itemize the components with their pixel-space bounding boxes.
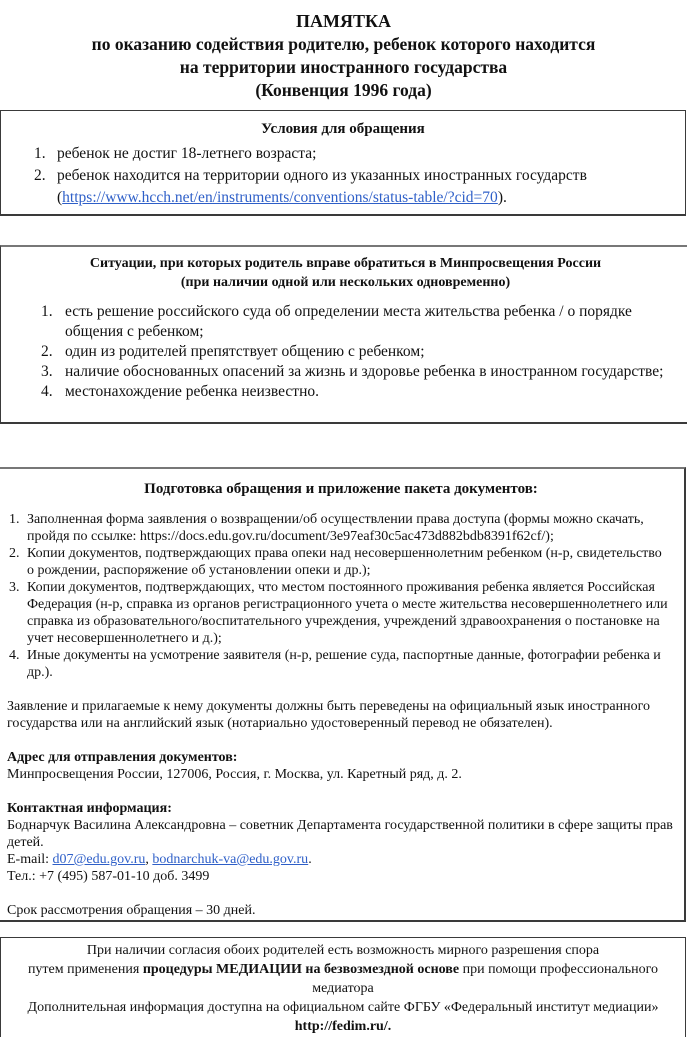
email-link-bodnarchuk[interactable]: bodnarchuk-va@edu.gov.ru xyxy=(152,852,309,867)
address-text: Минпросвещения России, 127006, Россия, г. Москва, ул. Каретный ряд, д. 2. xyxy=(7,767,462,782)
conditions-heading: Условия для обращения xyxy=(261,121,425,137)
title-main: ПАМЯТКА xyxy=(295,11,392,31)
title-subtitle-line1: по оказанию содействия родителю, ребенок которого находится xyxy=(91,34,596,54)
situations-heading xyxy=(1,254,687,292)
title-subtitle-line2: на территории иностранного государства xyxy=(179,57,508,77)
situations-heading-line2: (при наличии одной или нескольких одновременно) xyxy=(180,275,511,290)
list-number: 1. xyxy=(41,303,53,320)
list-text: Иные документы на усмотрение заявителя (н-р, решение суда, паспортные данные, фотографии ребенка и др.). xyxy=(27,648,661,680)
list-item xyxy=(1,165,685,209)
mediation-emphasis: процедуры МЕДИАЦИИ на безвозмездной основе xyxy=(142,962,460,977)
translation-note: Заявление и прилагаемые к нему документы должны быть переведены на официальный язык иностранного государства или на английский язык (нотариально удостоверенный перевод не обязателен). xyxy=(7,699,651,731)
preparation-box xyxy=(0,467,686,922)
list-text: Копии документов, подтверждающих, что местом постоянного проживания ребенка является Российская Федерация (н-р, справка из органов регистрационного учета о месте жительства несовершеннолетнего или справка из образовательного/воспитательного учреждения, учреждений здравоохранения о постановке на учет несовершеннолетнего и д.); xyxy=(27,580,668,646)
list-text: ребенок находится на территории одного из указанных иностранных государств xyxy=(57,167,587,184)
list-text: местонахождение ребенка неизвестно. xyxy=(65,383,319,400)
list-number: 3. xyxy=(41,363,53,380)
list-item xyxy=(1,342,687,362)
link-suffix: ). xyxy=(497,189,507,206)
email-label: E-mail: xyxy=(7,852,53,867)
fedim-url[interactable]: http://fedim.ru/. xyxy=(294,1019,392,1034)
mediation-line2-suffix: при помощи профессионального медиатора xyxy=(312,962,659,996)
preparation-list xyxy=(0,511,684,681)
email-end: . xyxy=(308,852,312,867)
list-text: Копии документов, подтверждающих права опеки над несовершеннолетним ребенком (н-р, свидетельство о рождении, распоряжение об установлении опеки и др.); xyxy=(27,546,662,578)
list-item xyxy=(1,143,685,165)
email-link-d07[interactable]: d07@edu.gov.ru xyxy=(52,852,146,867)
list-item xyxy=(0,511,684,545)
title-convention: (Конвенция 1996 года) xyxy=(255,80,432,100)
contact-label: Контактная информация: xyxy=(7,801,172,816)
list-number: 2. xyxy=(9,546,20,561)
conditions-box xyxy=(0,110,686,216)
address-section xyxy=(0,749,684,783)
document-title xyxy=(0,10,687,102)
list-item xyxy=(0,545,684,579)
situations-list xyxy=(1,302,687,402)
conditions-list xyxy=(1,143,685,209)
list-item xyxy=(1,362,687,382)
preparation-heading: Подготовка обращения и приложение пакета документов: xyxy=(144,481,538,497)
mediation-line2 xyxy=(1,960,685,998)
list-text: Заполненная форма заявления о возвращении/об осуществлении права доступа (формы можно скачать, пройдя по ссылке: https://docs.edu.gov.ru/document/3e97eaf30c5ac473d882bdb8391f62cf/); xyxy=(27,512,644,544)
list-item xyxy=(1,382,687,402)
mediation-line1: При наличии согласия обоих родителей есть возможность мирного разрешения спора xyxy=(86,943,600,958)
list-text: наличие обоснованных опасений за жизнь и здоровье ребенка в иностранном государстве; xyxy=(65,363,664,380)
link-prefix: ( xyxy=(57,189,63,206)
email-line xyxy=(7,851,678,868)
mediation-box xyxy=(0,937,686,1037)
mediation-line3: Дополнительная информация доступна на официальном сайте ФГБУ «Федеральный институт медиации» xyxy=(27,1000,659,1015)
list-text: есть решение российского суда об определении места жительства ребенка / о порядке общения с ребенком; xyxy=(65,303,632,340)
contact-section xyxy=(0,800,684,885)
list-number: 1. xyxy=(34,145,46,162)
list-number: 3. xyxy=(9,580,20,595)
review-period: Срок рассмотрения обращения – 30 дней. xyxy=(7,903,256,918)
address-label: Адрес для отправления документов: xyxy=(7,750,238,765)
hcch-status-table-link[interactable]: https://www.hcch.net/en/instruments/conventions/status-table/?cid=70 xyxy=(62,189,498,206)
list-text: ребенок не достиг 18-летнего возраста; xyxy=(57,145,317,162)
situations-box xyxy=(0,245,687,424)
list-number: 2. xyxy=(41,343,53,360)
situations-heading-line1: Ситуации, при которых родитель вправе обратиться в Минпросвещения России xyxy=(89,256,602,271)
list-item xyxy=(0,647,684,681)
mediation-line2-prefix: путем применения xyxy=(27,962,143,977)
list-text: один из родителей препятствует общению с ребенком; xyxy=(65,343,425,360)
list-number: 2. xyxy=(34,167,46,184)
email-separator: , xyxy=(145,852,153,867)
list-number: 1. xyxy=(9,512,20,527)
phone-number: Тел.: +7 (495) 587-01-10 доб. 3499 xyxy=(7,869,210,884)
mediation-text xyxy=(1,941,685,1036)
list-number: 4. xyxy=(41,383,53,400)
list-item xyxy=(1,302,687,342)
list-number: 4. xyxy=(9,648,20,663)
list-item xyxy=(0,579,684,647)
contact-person: Боднарчук Василина Александровна – советник Департамента государственной политики в сфере защиты прав детей. xyxy=(7,818,673,850)
